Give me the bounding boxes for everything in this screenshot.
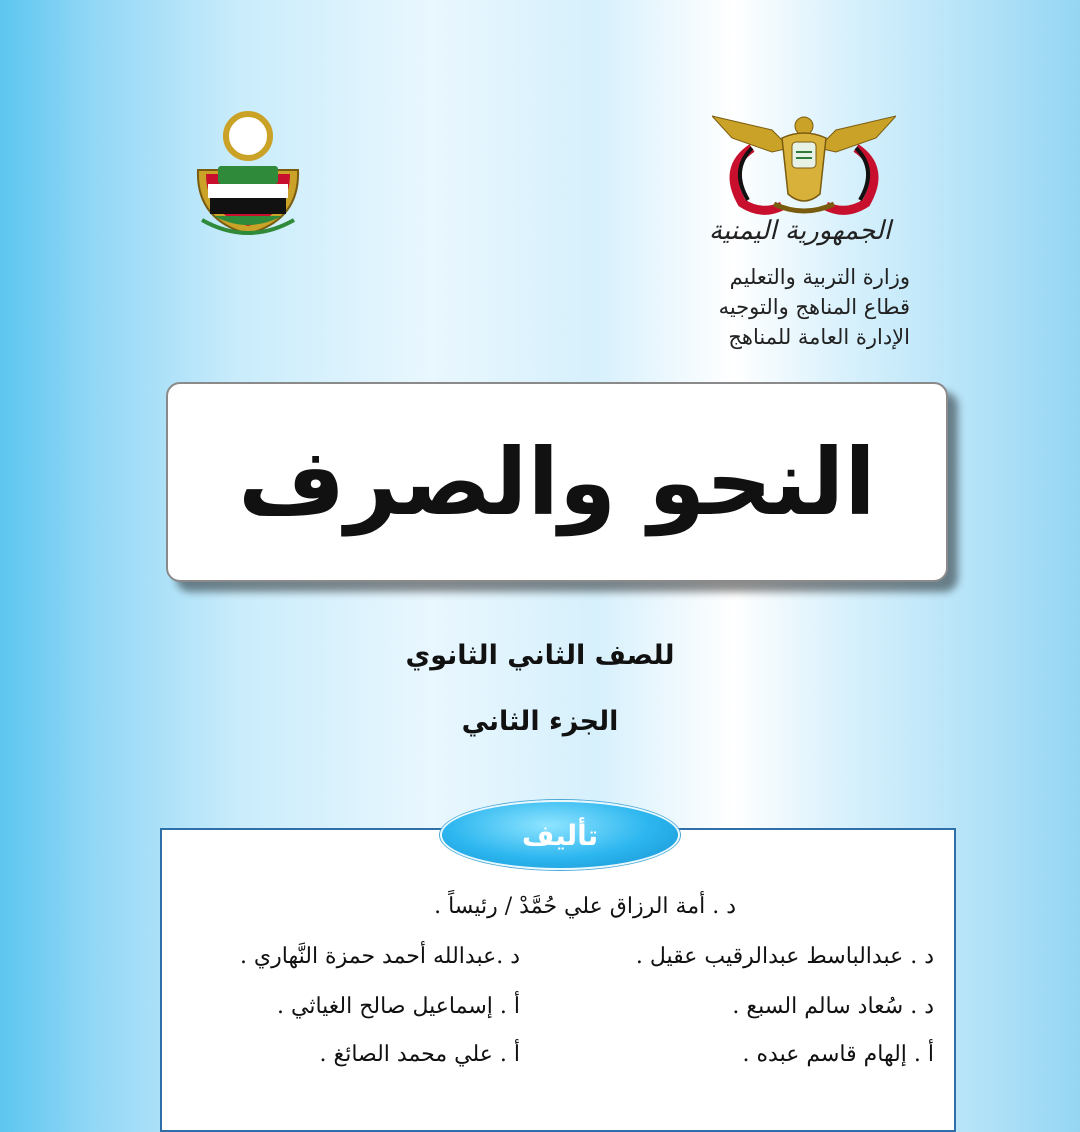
authors-heading: تأليف — [521, 818, 599, 852]
ministry-logo-icon — [192, 110, 304, 242]
ministry-line: الإدارة العامة للمناهج — [728, 325, 910, 349]
author-item: أ . إلهام قاسم عبده . — [742, 1042, 934, 1067]
grade-label: للصف الثاني الثانوي — [405, 640, 675, 671]
author-item: د . سُعاد سالم السبع . — [732, 994, 934, 1019]
author-item: د . عبدالباسط عبدالرقيب عقيل . — [635, 944, 934, 969]
title-box — [166, 382, 948, 582]
republic-name: الجمهورية اليمنية — [708, 216, 892, 246]
eagle-emblem-icon — [712, 108, 896, 220]
author-item: أ . علي محمد الصائغ . — [319, 1042, 520, 1067]
authors-box — [160, 828, 956, 1132]
part-label: الجزء الثاني — [461, 706, 619, 737]
ministry-line: وزارة التربية والتعليم — [729, 265, 910, 289]
author-item: د .عبدالله أحمد حمزة النَّهاري . — [239, 944, 520, 969]
ministry-line: قطاع المناهج والتوجيه — [718, 295, 910, 319]
book-title: النحو والصرف — [238, 428, 876, 536]
author-item: أ . إسماعيل صالح الغياثي . — [277, 994, 520, 1019]
ministry-block — [690, 262, 910, 352]
author-lead: د . أمة الرزاق علي حُمَّدْ / رئيساً . — [434, 894, 736, 919]
authors-heading-badge — [440, 800, 680, 870]
